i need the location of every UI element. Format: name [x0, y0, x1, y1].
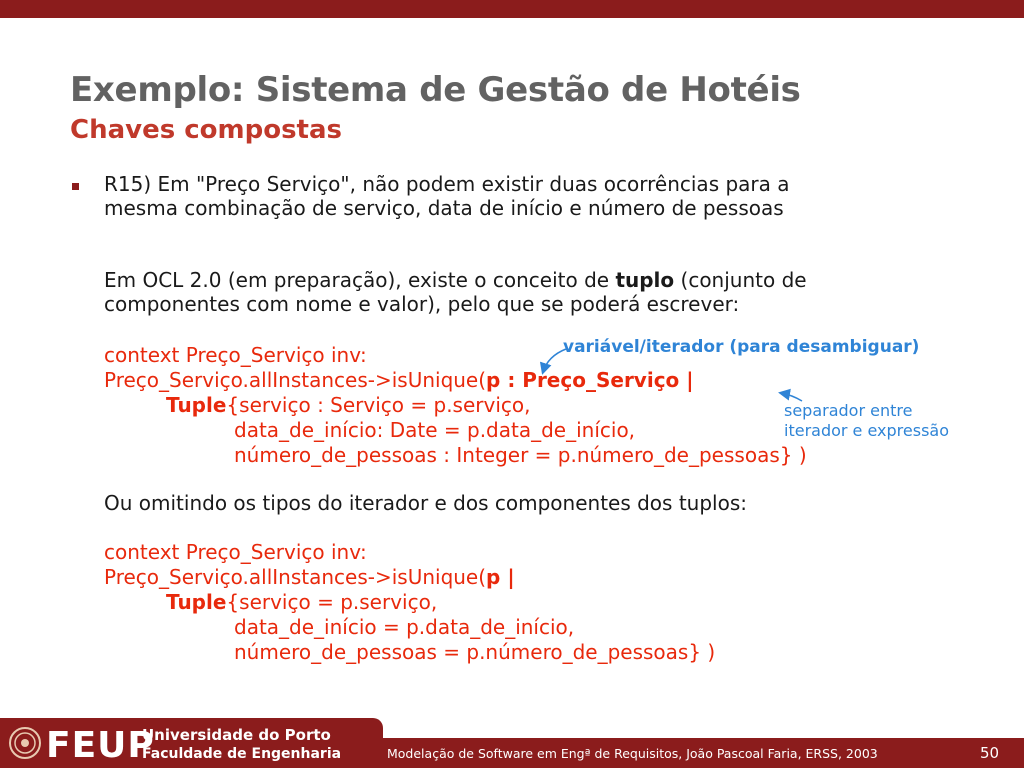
- faculty-name: Faculdade de Engenharia: [142, 746, 342, 762]
- code1-line-2-pre: Preço_Serviço.allInstances->isUnique(: [104, 368, 487, 392]
- feup-logo-text: FEUP: [46, 725, 155, 766]
- bullet-text-line-1: R15) Em "Preço Serviço", não podem existir duas ocorrências para a: [104, 172, 790, 196]
- footer-course-text: Modelação de Software em Engª de Requisitos, João Pascoal Faria, ERSS, 2003: [387, 746, 878, 761]
- university-name: Universidade do Porto: [142, 726, 331, 744]
- separator-arrow: [781, 393, 802, 401]
- bullet-text-line-2: mesma combinação de serviço, data de início e número de pessoas: [104, 196, 784, 220]
- ocl-intro-pre: Em OCL 2.0 (em preparação), existe o conceito de: [104, 268, 616, 292]
- separator-annotation-line-2: iterador e expressão: [784, 421, 950, 440]
- footer-bar: [383, 738, 1024, 768]
- slide-subtitle: Chaves compostas: [70, 115, 343, 145]
- university-seal-icon: [8, 726, 42, 760]
- code2-iterator-bold: p |: [486, 565, 515, 589]
- page-number: 50: [980, 744, 1000, 762]
- code2-line-1: context Preço_Serviço inv:: [104, 540, 367, 564]
- separator-annotation-line-1: separador entre: [784, 401, 913, 420]
- iterator-arrow: [543, 349, 566, 372]
- code1-tuple-keyword: Tuple: [166, 393, 227, 417]
- ocl-intro-bold: tuplo: [615, 268, 675, 292]
- omit-line: Ou omitindo os tipos do iterador e dos componentes dos tuplos:: [104, 491, 747, 515]
- code1-line-5: número_de_pessoas : Integer = p.número_de_pessoas} ): [234, 443, 807, 467]
- ocl-intro-post: (conjunto de: [674, 268, 807, 292]
- code2-line-4: data_de_início = p.data_de_início,: [234, 615, 575, 639]
- code2-line-5: número_de_pessoas = p.número_de_pessoas} ): [234, 640, 716, 664]
- code2-line-3-rest: {serviço = p.serviço,: [226, 590, 438, 614]
- ocl-intro-line-2: componentes com nome e valor), pelo que se poderá escrever:: [104, 292, 740, 316]
- code2-tuple-keyword: Tuple: [166, 590, 227, 614]
- code1-line-3-rest: {serviço : Serviço = p.serviço,: [226, 393, 531, 417]
- code1-line-4: data_de_início: Date = p.data_de_início,: [234, 418, 636, 442]
- code1-line-1: context Preço_Serviço inv:: [104, 343, 367, 367]
- iterator-annotation: variável/iterador (para desambiguar): [563, 337, 920, 357]
- slide-title: Exemplo: Sistema de Gestão de Hotéis: [70, 70, 801, 110]
- code1-iterator-bold: p : Preço_Serviço |: [486, 368, 694, 392]
- code2-line-2-pre: Preço_Serviço.allInstances->isUnique(: [104, 565, 487, 589]
